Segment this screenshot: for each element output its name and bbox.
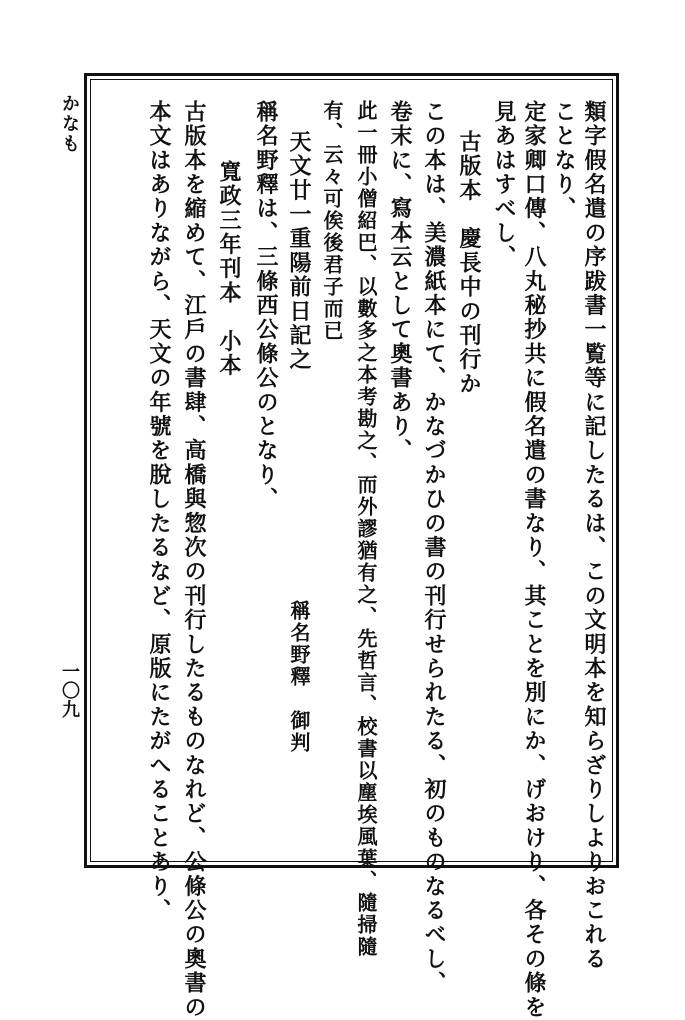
text-column-3: 定家卿口傳、八丸秘抄共に假名遣の書なり、其ことを別にか、げおけり、各その條を bbox=[521, 100, 547, 1020]
text-column-10: 天文廿一重陽前日記之 bbox=[286, 130, 312, 372]
text-column-7: 卷末に、寫本云として奧書あり、 bbox=[387, 100, 413, 463]
text-column-8: 此一冊小僧紹巴、以數多之本考勘之、而外謬猶有之、先哲言、校書以塵埃風葉、隨掃隨 bbox=[354, 100, 378, 958]
text-column-13: 古版本を縮めて、江戶の書肆、高橋與惣次の刊行したるものなれど、公條公の奧書の bbox=[181, 100, 207, 1020]
text-column-5: 古版本 慶長中の刊行か bbox=[456, 130, 482, 397]
text-column-6: この本は、美濃紙本にて、かなづかひの書の刊行せられたる、初のものなるべし、 bbox=[421, 100, 447, 996]
signature-name: 稱名野釋 bbox=[287, 600, 311, 688]
text-column-9: 有、云々可俟後君子而已 bbox=[320, 100, 344, 342]
text-column-4: 見あはすべし、 bbox=[491, 100, 517, 270]
page-number: 一〇九 bbox=[59, 662, 80, 719]
running-header: かなも bbox=[59, 94, 80, 154]
text-column-2: ことなり、 bbox=[551, 100, 577, 221]
signature-mark: 御判 bbox=[287, 710, 311, 754]
text-column-12: 寬政三年刊本 小本 bbox=[216, 160, 242, 378]
text-column-1: 類字假名遣の序跋書一覧等に記したるは、この文明本を知らざりしよりおこれる bbox=[581, 100, 607, 972]
text-column-11: 稱名野釋は、三條西公條公のとなり、 bbox=[253, 100, 279, 512]
text-column-14: 本文はありながら、天文の年號を脫したるなど、原版にたがへることあり、 bbox=[146, 100, 172, 923]
